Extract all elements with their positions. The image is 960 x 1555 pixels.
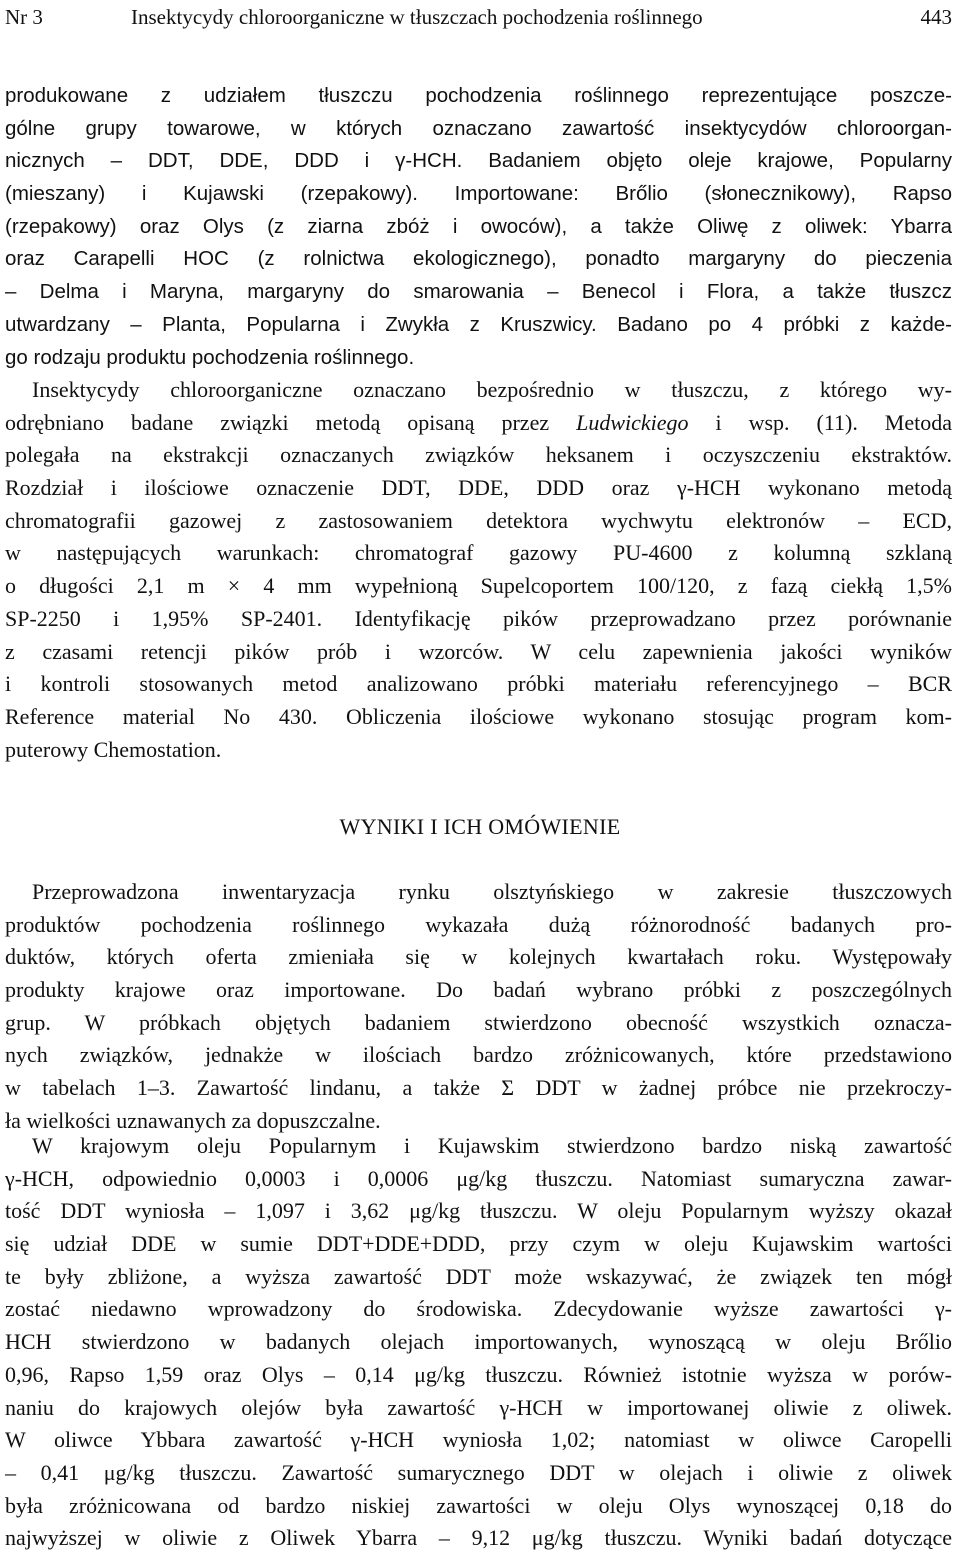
text-line: te były zbliżone, a wyższa zawartość DDT może wskazywać, że związek ten mógł bbox=[5, 1263, 952, 1289]
text-line: puterowy Chemostation. bbox=[5, 736, 222, 762]
text-line: i kontroli stosowanych metod analizowano próbki materiału referencyjnego – BCR bbox=[5, 671, 952, 697]
text-line: γ-HCH, odpowiednio 0,0003 i 0,0006 μg/kg tłuszczu. Natomiast sumaryczna zawar- bbox=[5, 1165, 952, 1191]
text-line: (rzepakowy) oraz Olys (z ziarna zbóż i owoców), a także Oliwę z oliwek: Ybarra bbox=[5, 214, 952, 238]
page-number: 443 bbox=[920, 5, 952, 29]
text-line: 0,96, Rapso 1,59 oraz Olys – 0,14 μg/kg tłuszczu. Również istotnie wyższa w porów- bbox=[5, 1361, 952, 1387]
running-header bbox=[5, 2, 952, 34]
results-paragraph-1 bbox=[5, 876, 952, 1138]
text-line: była zróżnicowana od bardzo niskiej zawartości w oleju Olys wynoszącej 0,18 do bbox=[5, 1492, 952, 1518]
text-line: produktów pochodzenia roślinnego wykazała dużą różnorodność badanych pro- bbox=[5, 911, 952, 937]
text-line: się udział DDE w sumie DDT+DDE+DDD, przy czym w oleju Kujawskim wartości bbox=[5, 1231, 952, 1257]
text-line: naniu do krajowych olejów była zawartość γ-HCH w importowanej oliwie z oliwek. bbox=[5, 1394, 952, 1420]
text-line: oraz Carapelli HOC (z rolnictwa ekologicznego), ponadto margaryny do pieczenia bbox=[5, 247, 952, 271]
text-fragment: i wsp. (11). Metoda bbox=[688, 409, 952, 435]
text-line: Przeprowadzona inwentaryzacja rynku olsztyńskiego w zakresie tłuszczowych bbox=[32, 879, 952, 904]
text-line: w tabelach 1–3. Zawartość lindanu, a także Σ DDT w żadnej próbce nie przekroczy- bbox=[5, 1075, 952, 1101]
text-line: polegała na ekstrakcji oznaczanych związków heksanem i oczyszczeniu ekstraktów. bbox=[5, 442, 952, 468]
section-heading: WYNIKI I ICH OMÓWIENIE bbox=[339, 814, 621, 839]
text-line: W oliwce Ybbara zawartość γ-HCH wyniosła 1,02; natomiast w oliwce Caropelli bbox=[5, 1427, 952, 1453]
journal-issue-number: Nr 3 bbox=[5, 5, 43, 29]
text-line: ła wielkości uznawanych za dopuszczalne. bbox=[5, 1107, 381, 1133]
text-line-with-citation bbox=[5, 407, 952, 440]
text-line: zostać niedawno wprowadzony do środowiska. Zdecydowanie wyższe zawartości γ- bbox=[5, 1296, 952, 1322]
results-paragraph-2 bbox=[5, 1130, 952, 1555]
text-line: – 0,41 μg/kg tłuszczu. Zawartość sumarycznego DDT w olejach i oliwie z oliwek bbox=[5, 1459, 952, 1485]
text-line: go rodzaju produktu pochodzenia roślinnego. bbox=[5, 345, 415, 369]
text-line: o długości 2,1 m × 4 mm wypełnioną Supelcoportem 100/120, z fazą ciekłą 1,5% bbox=[5, 573, 952, 599]
text-line: tość DDT wyniosła – 1,097 i 3,62 μg/kg tłuszczu. W oleju Popularnym wyższy okazał bbox=[5, 1198, 952, 1224]
text-line: Rozdział i ilościowe oznaczenie DDT, DDE, DDD oraz γ-HCH wykonano metodą bbox=[5, 475, 952, 501]
text-fragment: odrębniano badane związki metodą opisaną przez bbox=[5, 409, 577, 435]
methods-paragraph-1 bbox=[5, 80, 952, 374]
text-line: SP-2250 i 1,95% SP-2401. Identyfikację pików przeprowadzano przez porównanie bbox=[5, 605, 952, 631]
text-line: Insektycydy chloroorganiczne oznaczano bezpośrednio w tłuszczu, z którego wy- bbox=[32, 377, 952, 402]
methods-paragraph-2 bbox=[5, 374, 952, 766]
text-line: HCH stwierdzono w badanych olejach importowanych, wynoszącą w oleju Brőlio bbox=[5, 1329, 952, 1355]
text-line: chromatografii gazowej z zastosowaniem detektora wychwytu elektronów – ECD, bbox=[5, 507, 952, 533]
text-line: – Delma i Maryna, margaryny do smarowania – Benecol i Flora, a także tłuszcz bbox=[5, 280, 952, 304]
text-line: najwyższej w oliwie z Oliwek Ybarra – 9,12 μg/kg tłuszczu. Wyniki badań dotyczące bbox=[5, 1525, 952, 1551]
text-line: (mieszany) i Kujawski (rzepakowy). Importowane: Brőlio (słonecznikowy), Rapso bbox=[5, 182, 952, 206]
text-line: w następujących warunkach: chromatograf gazowy PU-4600 z kolumną szklaną bbox=[5, 540, 952, 566]
text-line: Reference material No 430. Obliczenia ilościowe wykonano stosując program kom- bbox=[5, 703, 952, 729]
text-line: produkowane z udziałem tłuszczu pochodzenia roślinnego reprezentujące poszcze- bbox=[5, 84, 952, 107]
text-line: gólne grupy towarowe, w których oznaczano zawartość insektycydów chloroorgan- bbox=[5, 116, 952, 140]
text-line: W krajowym oleju Popularnym i Kujawskim stwierdzono bardzo niską zawartość bbox=[32, 1133, 952, 1158]
text-line: produkty krajowe oraz importowane. Do badań wybrano próbki z poszczególnych bbox=[5, 977, 952, 1003]
text-line: nych związków, jednakże w ilościach bardzo zróżnicowanych, które przedstawiono bbox=[5, 1042, 952, 1068]
cited-author: Ludwickiego bbox=[576, 409, 689, 435]
text-line: grup. W próbkach objętych badaniem stwierdzono obecność wszystkich oznacza- bbox=[5, 1009, 952, 1035]
running-title: Insektycydy chloroorganiczne w tłuszczach pochodzenia roślinnego bbox=[131, 5, 703, 29]
text-line: nicznych – DDT, DDE, DDD i γ-HCH. Badaniem objęto oleje krajowe, Popularny bbox=[5, 149, 952, 173]
text-line: utwardzany – Planta, Popularna i Zwykła z Kruszwicy. Badano po 4 próbki z każde- bbox=[5, 312, 952, 336]
text-line: z czasami retencji pików prób i wzorców. W celu zapewnienia jakości wyników bbox=[5, 638, 952, 664]
text-line: duktów, których oferta zmieniała się w kolejnych kwartałach roku. Występowały bbox=[5, 944, 952, 970]
